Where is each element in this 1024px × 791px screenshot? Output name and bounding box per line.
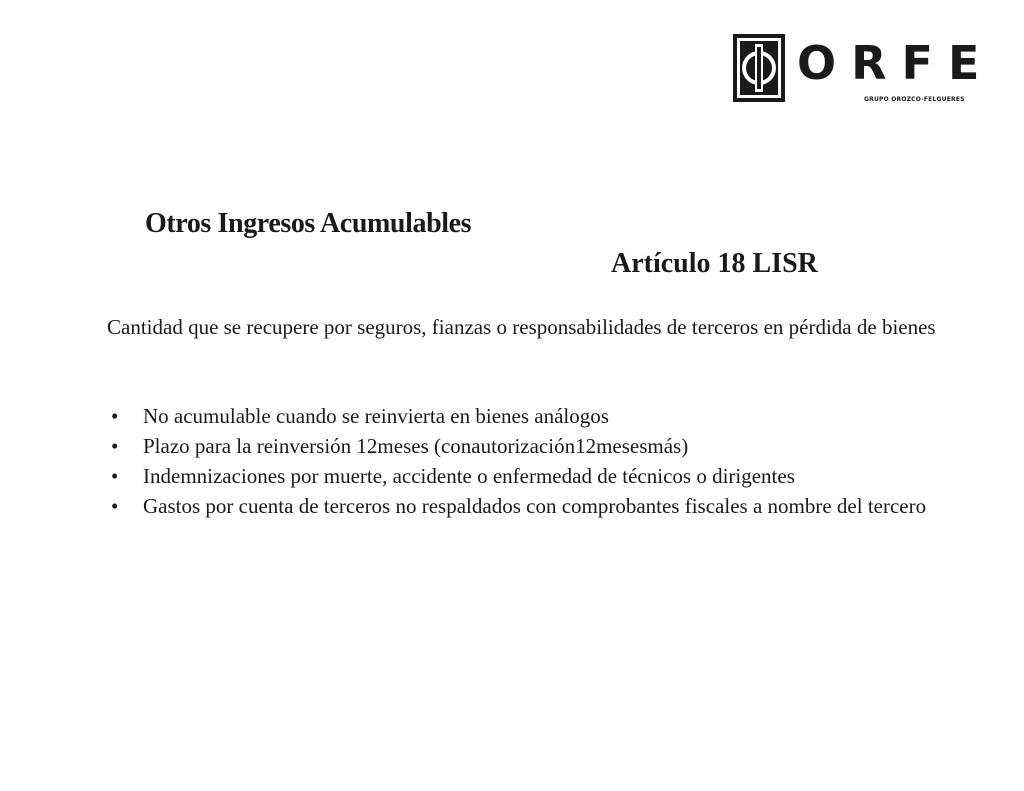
bullet-text: No acumulable cuando se reinvierta en bienes análogos [143,404,609,428]
bullet-text: Plazo para la reinversión 12meses (conautorización12mesesmás) [143,434,689,458]
slide-title: Otros Ingresos Acumulables [145,208,472,239]
bullet-marker: • [111,404,119,428]
bullet-item [107,431,947,461]
bullet-text: Gastos por cuenta de terceros no respaldados con comprobantes fiscales a nombre del tercero [143,494,927,518]
bullet-item [107,491,947,521]
phi-circle-icon [733,34,785,102]
logo-wordmark: ORFE [797,36,995,90]
bullet-marker: • [111,434,119,458]
bullet-marker: • [111,494,119,518]
bullet-text: Indemnizaciones por muerte, accidente o enfermedad de técnicos o dirigentes [143,464,795,488]
orfe-logo [733,34,995,104]
bullet-list [107,401,947,521]
bullet-item [107,401,947,431]
intro-paragraph: Cantidad que se recupere por seguros, fianzas o responsabilidades de terceros en pérdida de bienes [107,315,936,339]
bullet-marker: • [111,464,119,488]
slide-subtitle: Artículo 18 LISR [611,248,818,279]
logo-tagline: GRUPO OROZCO-FELGUERES [864,96,965,103]
bullet-item [107,461,947,491]
